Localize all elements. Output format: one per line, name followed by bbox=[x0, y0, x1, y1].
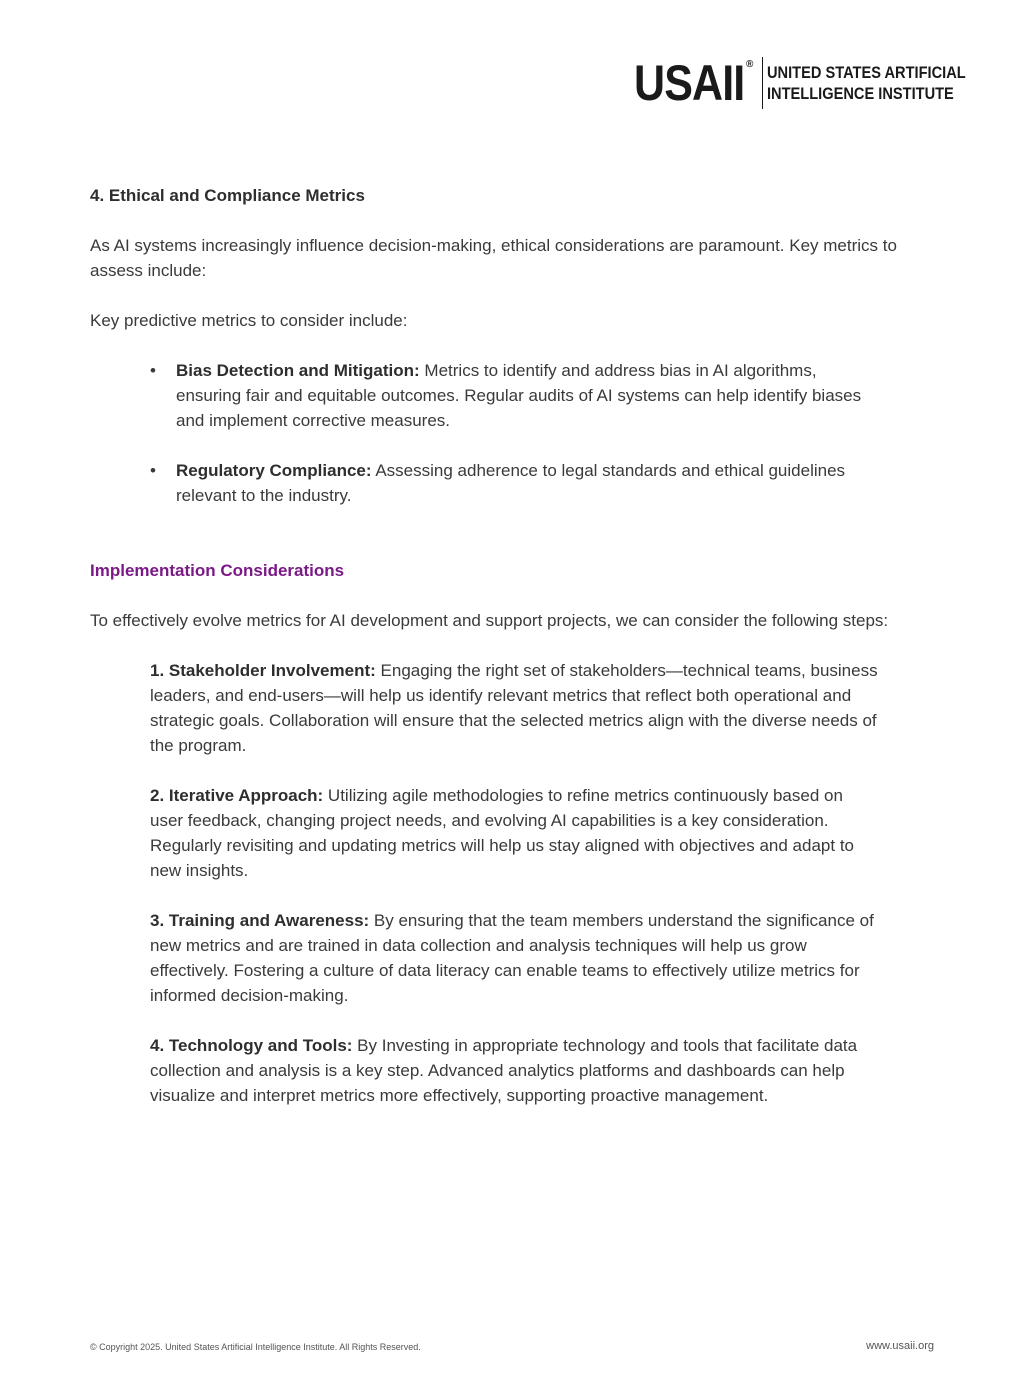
bullet-icon: • bbox=[150, 461, 156, 480]
section-heading-implementation: Implementation Considerations bbox=[90, 561, 345, 580]
metrics-bullet-list bbox=[90, 358, 920, 508]
logo-divider bbox=[762, 57, 763, 109]
list-item bbox=[90, 658, 880, 758]
section-lead: Key predictive metrics to consider include: bbox=[90, 311, 408, 330]
bullet-text: Metrics to identify and address bias in AI algorithms, ensuring fair and equitable outcomes. Regular audits of AI systems can help identify biases and implement corrective measures. bbox=[176, 361, 862, 430]
usaii-logo bbox=[634, 57, 998, 109]
list-item bbox=[90, 908, 880, 1008]
implementation-intro: To effectively evolve metrics for AI development and support projects, we can consider the following steps: bbox=[90, 611, 889, 630]
list-item bbox=[90, 1033, 880, 1108]
bullet-title: Bias Detection and Mitigation: bbox=[176, 361, 420, 380]
bullet-icon: • bbox=[150, 361, 156, 380]
bullet-title: Regulatory Compliance: bbox=[176, 461, 372, 480]
logo-institute-name bbox=[767, 62, 966, 104]
step-text: By ensuring that the team members understand the significance of new metrics and are trained in data collection and analysis techniques will help us grow effectively. Fostering a culture of data literacy can enable teams to effectively utilize metrics for informed decision-making. bbox=[150, 911, 874, 1005]
copyright-notice: © Copyright 2025. United States Artificial Intelligence Institute. All Rights Reserved. bbox=[90, 1342, 421, 1352]
step-title: 3. Training and Awareness: bbox=[150, 911, 370, 930]
list-item bbox=[90, 458, 876, 508]
list-item bbox=[90, 358, 876, 433]
bullet-text: Assessing adherence to legal standards and ethical guidelines relevant to the industry. bbox=[176, 461, 846, 505]
step-text: Utilizing agile methodologies to refine metrics continuously based on user feedback, changing project needs, and evolving AI capabilities is a key consideration. Regularly revisiting and updating metrics will help us stay aligned with objectives and adapt to new insights. bbox=[150, 786, 854, 880]
website-link[interactable]: www.usaii.org bbox=[866, 1340, 934, 1352]
step-title: 1. Stakeholder Involvement: bbox=[150, 661, 376, 680]
implementation-steps bbox=[90, 658, 920, 1108]
registered-mark: ® bbox=[746, 59, 754, 70]
step-text: Engaging the right set of stakeholders—technical teams, business leaders, and end-users—will help us identify relevant metrics that reflect both operational and strategic goals. Collaboration will ensure that the selected metrics align with the diverse needs of the program. bbox=[150, 661, 878, 755]
section-intro: As AI systems increasingly influence decision-making, ethical considerations are paramount. Key metrics to assess include: bbox=[90, 236, 897, 280]
step-title: 2. Iterative Approach: bbox=[150, 786, 324, 805]
logo-line-1: UNITED STATES ARTIFICIAL bbox=[767, 63, 966, 82]
logo-wordmark: USAII bbox=[634, 55, 745, 111]
step-text: By Investing in appropriate technology and tools that facilitate data collection and analysis is a key step. Advanced analytics platforms and dashboards can help visualize and interpret metrics more effectively, supporting proactive management. bbox=[150, 1036, 858, 1105]
page-content bbox=[90, 183, 920, 1108]
logo-line-2: INTELLIGENCE INSTITUTE bbox=[767, 84, 954, 103]
section-heading-ethical: 4. Ethical and Compliance Metrics bbox=[90, 186, 365, 205]
step-title: 4. Technology and Tools: bbox=[150, 1036, 353, 1055]
list-item bbox=[90, 783, 880, 883]
